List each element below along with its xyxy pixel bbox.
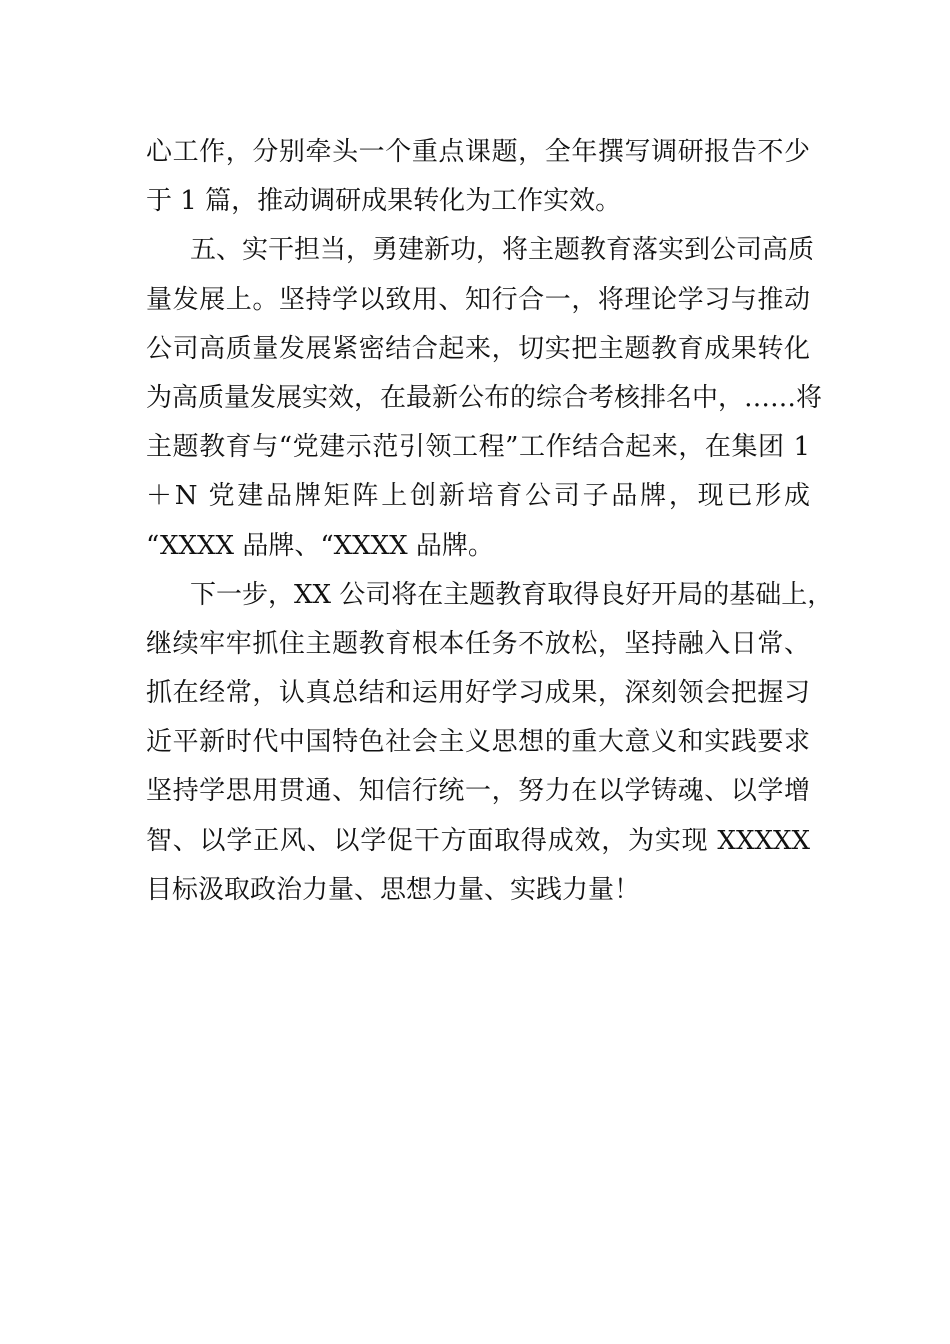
text-line: 于 1 篇，推动调研成果转化为工作实效。 bbox=[146, 186, 622, 217]
paragraph-start-line: 下一步，XX 公司将在主题教育取得良好开局的基础上， bbox=[190, 579, 834, 610]
text-line: 心工作，分别牵头一个重点课题，全年撰写调研报告不少 bbox=[146, 137, 810, 167]
text-line: 公司高质量发展紧密结合起来，切实把主题教育成果转化 bbox=[146, 333, 810, 364]
text-line: 继续牢牢抓住主题教育根本任务不放松，坚持融入日常、 bbox=[146, 628, 810, 659]
text-line: 近平新时代中国特色社会主义思想的重大意义和实践要求 bbox=[146, 727, 810, 758]
text-line: “XXXX 品牌、“XXXX 品牌。 bbox=[146, 530, 494, 561]
text-line: 量发展上。坚持学以致用、知行合一，将理论学习与推动 bbox=[146, 284, 810, 315]
text-line: 主题教育与“党建示范引领工程”工作结合起来，在集团 1 bbox=[146, 432, 810, 463]
paragraph-heading-line: 五、实干担当，勇建新功，将主题教育落实到公司高质 bbox=[190, 235, 815, 266]
text-line: ＋N 党建品牌矩阵上创新培育公司子品牌，现已形成 bbox=[146, 481, 810, 512]
text-line: 目标汲取政治力量、思想力量、实践力量！ bbox=[146, 874, 641, 905]
text-line: 坚持学思用贯通、知信行统一，努力在以学铸魂、以学增 bbox=[146, 776, 810, 807]
text-line: 为高质量发展实效，在最新公布的综合考核排名中，……将 bbox=[146, 382, 823, 413]
body-text bbox=[146, 128, 834, 915]
text-line: 抓在经常，认真总结和运用好学习成果，深刻领会把握习 bbox=[146, 678, 810, 709]
text-line: 智、以学正风、以学促干方面取得成效，为实现 XXXXX bbox=[146, 825, 810, 856]
